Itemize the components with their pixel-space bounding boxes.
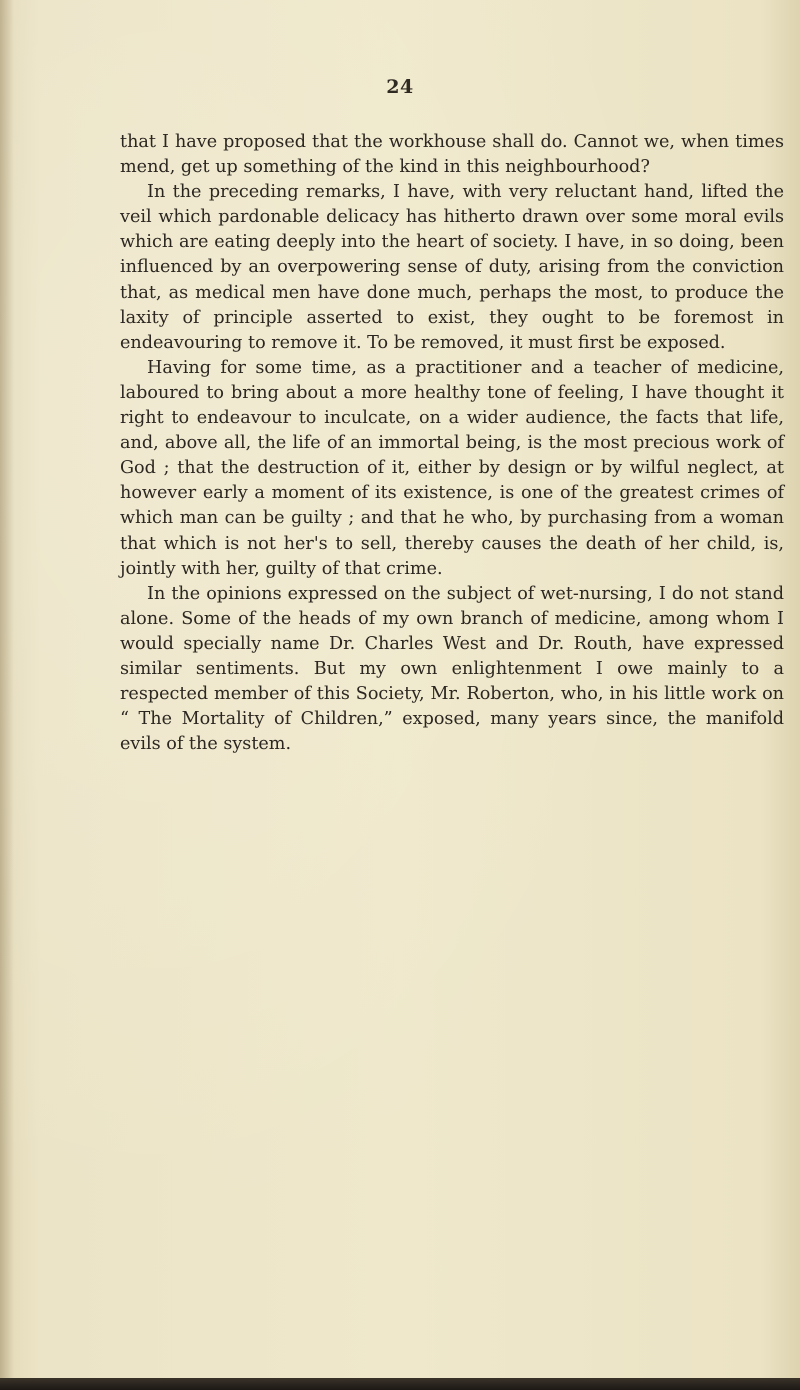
paragraph-2: In the preceding remarks, I have, with very reluctant hand, lifted the veil which pardonable delicacy has hitherto drawn over some moral evils which are eating deeply into the heart of society. I have, in so doing, been influenced by an overpowering sense of duty, arising from the conviction that, as medical men have done much, perhaps the most, to produce the laxity of principle asserted to exist, they ought to be foremost in endeavouring to remove it. To be removed, it must first be exposed. [120,182,784,353]
paragraph-4: In the opinions expressed on the subject of wet-nursing, I do not stand alone. Some of the heads of my own branch of medicine, among whom I would specially name Dr. Charles West and Dr. Routh, have expressed similar sentiments. But my own enlightenment I owe mainly to a respected member of this Society, Mr. Roberton, who, in his little work on “ The Mortality of Children,” exposed, many years since, the manifold evils of the system. [120,583,784,755]
page-number: 24 [386,76,414,98]
body-text [120,130,784,757]
gutter-shadow [0,0,14,1390]
paragraph-1: that I have proposed that the workhouse shall do. Cannot we, when times mend, get up something of the kind in this neighbourhood? [120,132,784,178]
paragraph-3: Having for some time, as a practitioner and a teacher of medicine, laboured to bring about a more healthy tone of feeling, I have thought it right to endeavour to inculcate, on a wider audience, the facts that life, and, above all, the life of an immortal being, is the most precious work of God ; that the destruction of it, either by design or by wilful neglect, at however early a moment of its existence, is one of the greatest crimes of which man can be guilty ; and that he who, by purchasing from a woman that which is not her's to sell, thereby causes the death of her child, is, jointly with her, guilty of that crime. [120,357,784,579]
page-bottom-edge [0,1378,800,1390]
